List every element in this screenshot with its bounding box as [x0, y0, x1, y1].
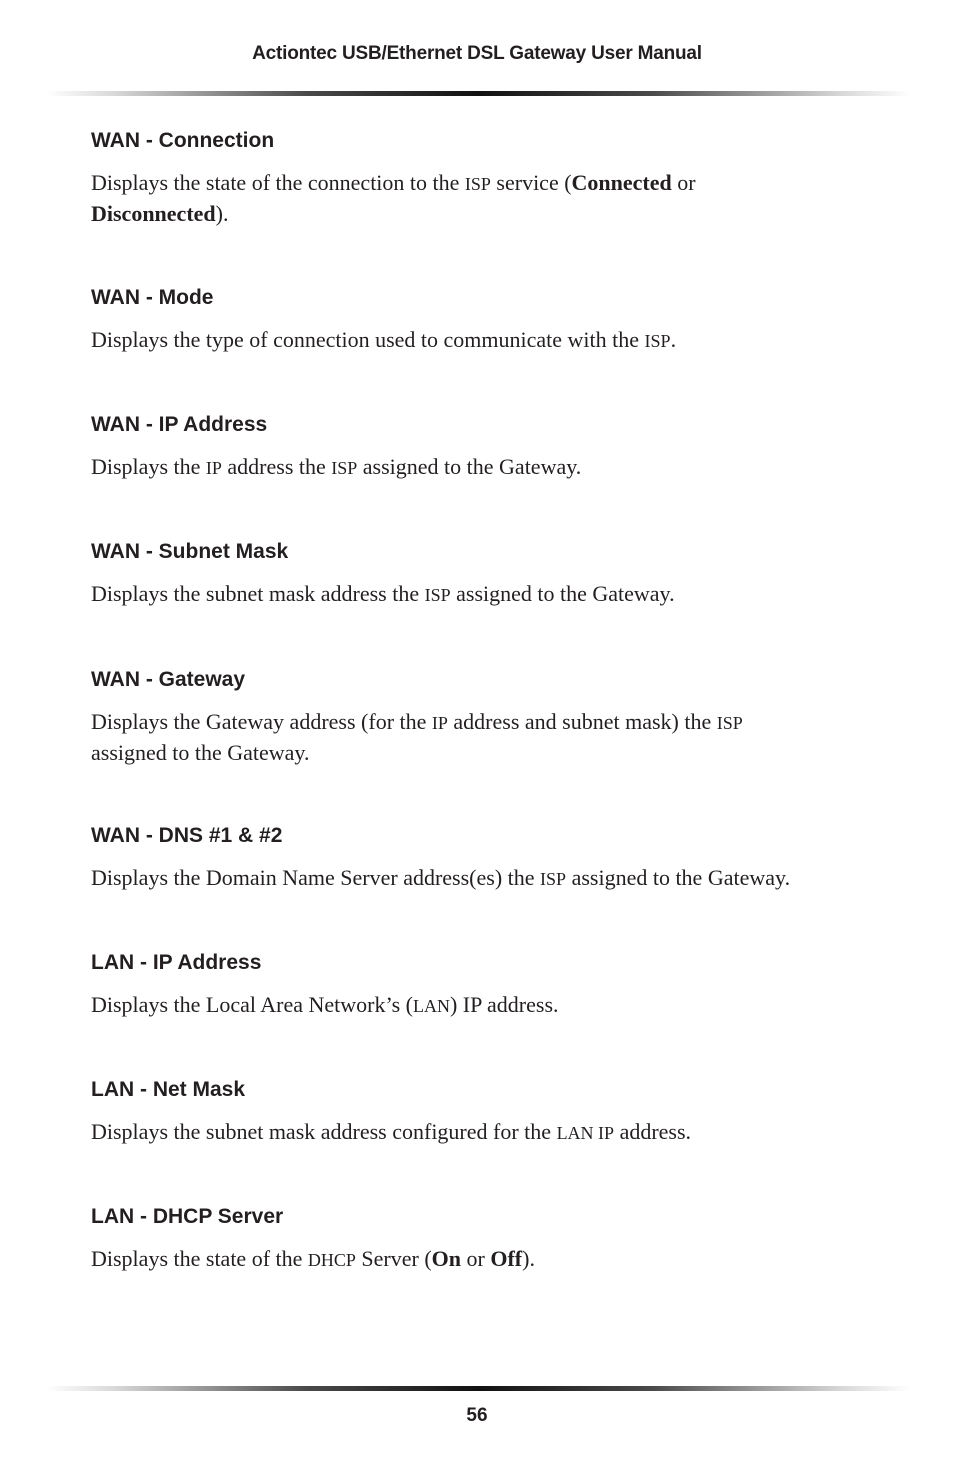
section-wan-dns — [91, 821, 871, 894]
header-title: Actiontec USB/Ethernet DSL Gateway User Manual — [252, 43, 702, 64]
section-heading: WAN - Connection — [91, 129, 275, 152]
section-description: Displays the IP address the ISP assigned to the Gateway. — [91, 454, 582, 479]
section-heading: WAN - DNS #1 & #2 — [91, 824, 283, 847]
section-lan-dhcp-server — [91, 1202, 871, 1275]
section-heading: LAN - IP Address — [91, 951, 262, 974]
section-description: Displays the subnet mask address the ISP assigned to the Gateway. — [91, 581, 675, 606]
section-description: Displays the state of the connection to the ISP service (Connected or Disconnected). — [91, 170, 696, 226]
section-wan-subnet-mask — [91, 537, 871, 610]
section-description: Displays the type of connection used to communicate with the ISP. — [91, 327, 677, 352]
section-description: Displays the state of the DHCP Server (On or Off). — [91, 1246, 535, 1271]
header-divider — [46, 91, 911, 96]
section-lan-ip-address — [91, 948, 871, 1021]
section-wan-mode — [91, 283, 871, 356]
section-heading: WAN - Mode — [91, 286, 214, 309]
page-number: 56 — [466, 1405, 488, 1426]
section-description: Displays the Gateway address (for the IP address and subnet mask) the ISP assigned to the Gateway. — [91, 709, 743, 765]
section-description: Displays the subnet mask address configured for the LAN IP address. — [91, 1119, 692, 1144]
section-description: Displays the Local Area Network’s (LAN) IP address. — [91, 992, 559, 1017]
section-description: Displays the Domain Name Server address(es) the ISP assigned to the Gateway. — [91, 865, 791, 890]
section-heading: LAN - DHCP Server — [91, 1205, 284, 1228]
section-heading: LAN - Net Mask — [91, 1078, 246, 1101]
section-heading: WAN - IP Address — [91, 413, 268, 436]
section-wan-ip-address — [91, 410, 871, 483]
section-heading: WAN - Gateway — [91, 668, 246, 691]
footer-divider — [46, 1386, 911, 1391]
section-wan-connection — [91, 126, 871, 228]
section-heading: WAN - Subnet Mask — [91, 540, 289, 563]
section-lan-net-mask — [91, 1075, 871, 1148]
section-wan-gateway — [91, 665, 871, 767]
